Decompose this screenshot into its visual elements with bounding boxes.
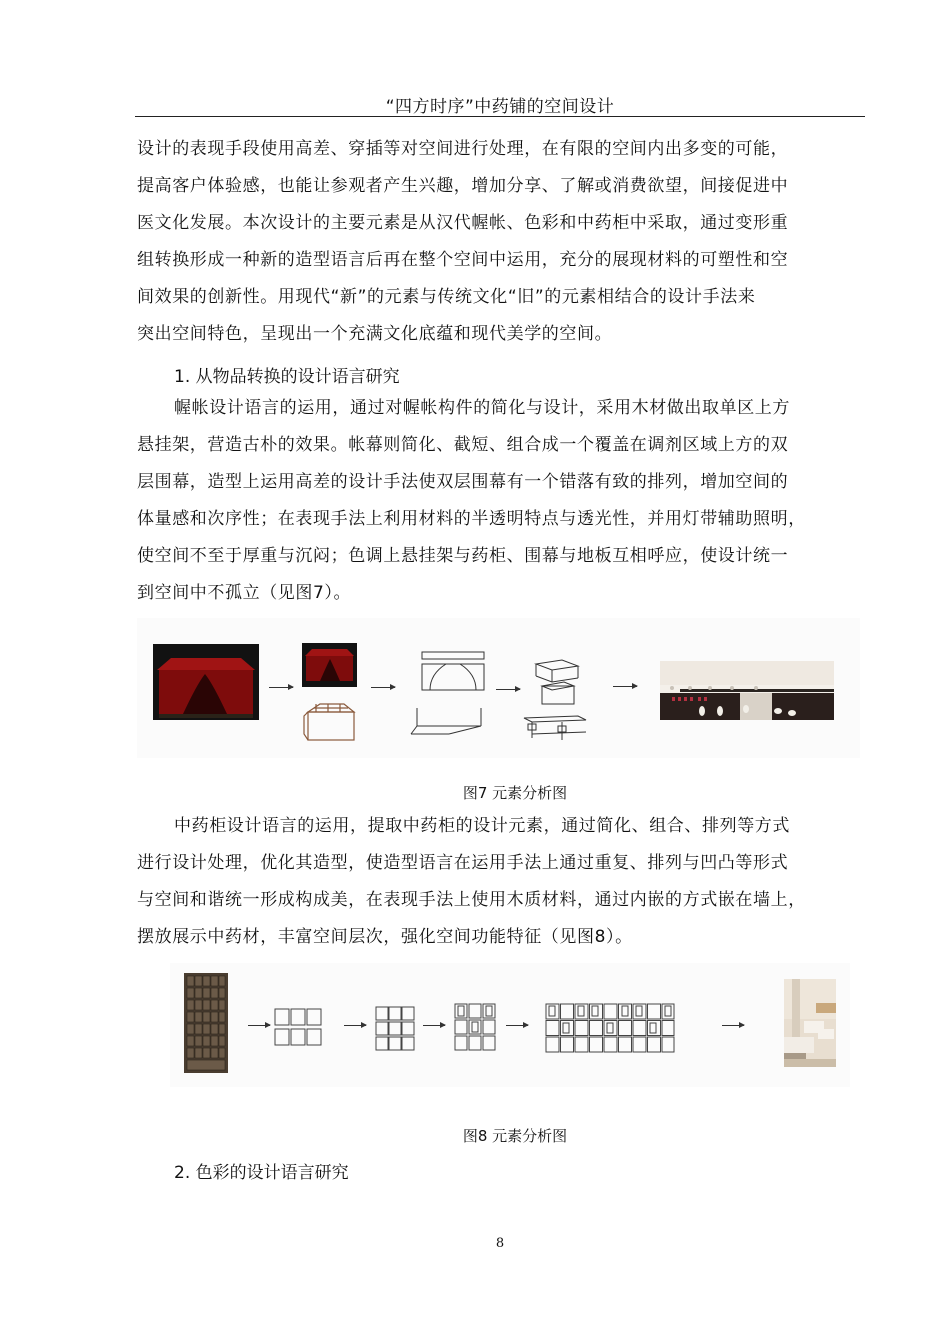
grid-2x3 xyxy=(274,1008,322,1046)
medicine-cabinet-photo xyxy=(184,973,228,1073)
page-number: 8 xyxy=(495,1236,505,1251)
bench-frame-line-drawing xyxy=(522,714,588,744)
figure-8-caption: 图8 元素分析图 xyxy=(462,1127,568,1145)
text-line: 层围幕，造型上运用高差的设计手法使双层围幕有一个错落有致的排列，增加空间的 xyxy=(137,472,789,492)
paragraph-intro xyxy=(137,131,867,353)
red-canopy-tent-photo xyxy=(153,644,259,720)
paragraph-canopy xyxy=(137,390,867,612)
section-heading-1: 1. 从物品转换的设计语言研究 xyxy=(174,367,400,387)
small-tent-photo xyxy=(302,643,357,687)
section-heading-2: 2. 色彩的设计语言研究 xyxy=(174,1163,349,1183)
text-line: 设计的表现手段使用高差、穿插等对空间进行处理，在有限的空间内出多变的可能， xyxy=(137,139,789,159)
grid-3x9-drawers xyxy=(545,1003,675,1053)
header-rule xyxy=(135,116,865,117)
figure-7 xyxy=(137,618,860,758)
text-line: 进行设计处理，优化其造型，使造型语言在运用手法上通过重复、排列与凹凸等形式 xyxy=(137,853,789,873)
arrow-icon xyxy=(344,1025,366,1026)
figure-8 xyxy=(170,963,850,1087)
text-line: 突出空间特色，呈现出一个充满文化底蕴和现代美学的空间。 xyxy=(137,324,613,344)
text-line: 提高客户体验感，也能让参观者产生兴趣，增加分享、了解或消费欲望，间接促进中 xyxy=(137,176,789,196)
text-line: 悬挂架，营造古朴的效果。帐幕则简化、截短、组合成一个覆盖在调剂区域上方的双 xyxy=(137,435,789,455)
arrow-icon xyxy=(506,1025,528,1026)
curtain-line-drawing xyxy=(420,650,486,692)
text-line: 幄帐设计语言的运用，通过对幄帐构件的简化与设计，采用木材做出取单区上方 xyxy=(174,398,790,418)
wood-frame-sketch xyxy=(300,700,360,746)
paragraph-cabinet xyxy=(137,808,867,956)
arrow-icon xyxy=(371,687,395,688)
arrow-icon xyxy=(248,1025,270,1026)
text-line: 体量感和次序性；在表现手法上利用材料的半透明特点与透光性，并用灯带辅助照明， xyxy=(137,509,806,529)
base-frame-line-drawing xyxy=(407,704,489,738)
box-line-drawing xyxy=(532,656,584,708)
text-line: 与空间和谐统一形成构成美，在表现手法上使用木质材料，通过内嵌的方式嵌在墙上， xyxy=(137,890,806,910)
text-line: 摆放展示中药材，丰富空间层次，强化空间功能特征（见图8）。 xyxy=(137,927,633,947)
text-line: 间效果的创新性。用现代“新”的元素与传统文化“旧”的元素相结合的设计手法来 xyxy=(137,287,756,307)
grid-3x3-drawers xyxy=(454,1003,496,1051)
text-line: 使空间不至于厚重与沉闷；色调上悬挂架与药柜、围幕与地板互相呼应，使设计统一 xyxy=(137,546,789,566)
page-header-title: “四方时序”中药铺的空间设计 xyxy=(385,97,615,117)
grid-3x3 xyxy=(375,1006,415,1052)
arrow-icon xyxy=(613,686,637,687)
arrow-icon xyxy=(496,689,520,690)
text-line: 到空间中不孤立（见图7）。 xyxy=(137,583,352,603)
text-line: 医文化发展。本次设计的主要元素是从汉代幄帐、色彩和中药柜中采取，通过变形重 xyxy=(137,213,789,233)
treatment-room-photo xyxy=(784,979,836,1067)
arrow-icon xyxy=(269,687,293,688)
arrow-icon xyxy=(423,1025,445,1026)
figure-7-caption: 图7 元素分析图 xyxy=(462,784,568,802)
text-line: 组转换形成一种新的造型语言后再在整个空间中运用，充分的展现材料的可塑性和空 xyxy=(137,250,789,270)
interior-render-photo xyxy=(660,661,834,720)
text-line: 中药柜设计语言的运用，提取中药柜的设计元素，通过简化、组合、排列等方式 xyxy=(174,816,790,836)
arrow-icon xyxy=(722,1025,744,1026)
